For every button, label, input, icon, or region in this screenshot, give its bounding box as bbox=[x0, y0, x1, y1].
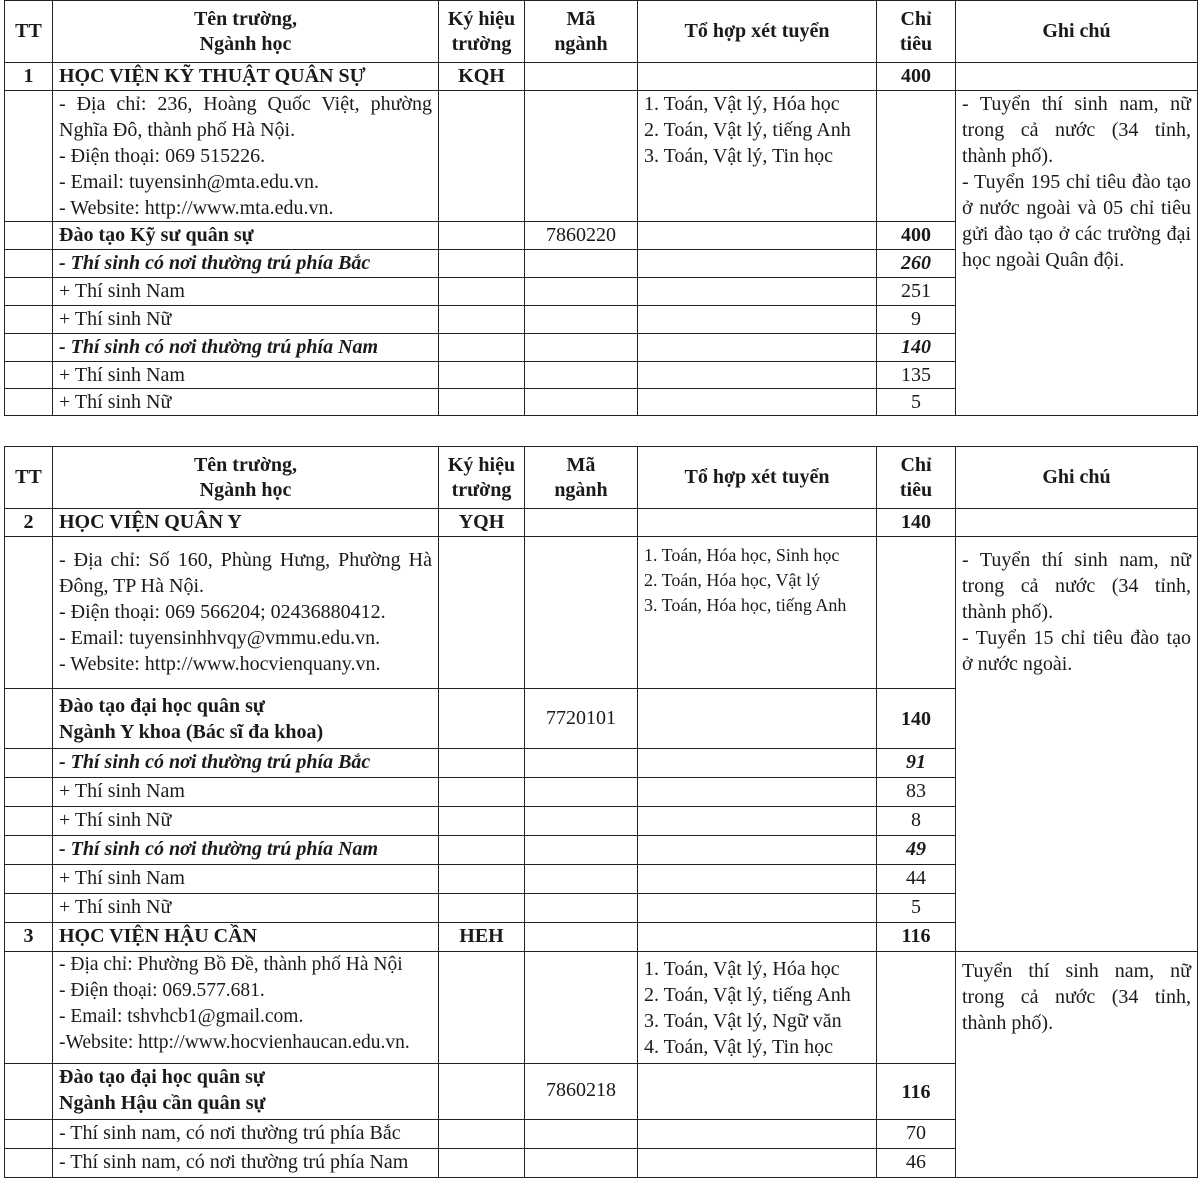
header-row bbox=[5, 447, 1198, 509]
school-row bbox=[5, 509, 1198, 537]
school-info-row bbox=[5, 537, 1198, 689]
school-total: 140 bbox=[877, 509, 956, 537]
school-tt: 2 bbox=[5, 509, 53, 537]
header-school-name: Tên trường, Ngành học bbox=[53, 1, 439, 63]
website: - Website: http://www.hocvienquany.vn. bbox=[59, 653, 381, 675]
admission-table-2 bbox=[4, 446, 1198, 1178]
quota-row: + Thí sinh Nam 44 bbox=[5, 865, 1198, 894]
program-code: 7860218 bbox=[525, 1064, 638, 1120]
quota-row: + Thí sinh Nữ 5 bbox=[5, 389, 1198, 416]
website: -Website: http://www.hocvienhaucan.edu.vn. bbox=[59, 1032, 410, 1053]
header-major-code: Mã ngành bbox=[525, 447, 638, 509]
school-tt: 3 bbox=[5, 923, 53, 952]
quota-row: + Thí sinh Nữ 9 bbox=[5, 306, 1198, 334]
school-contact-info bbox=[53, 952, 439, 1064]
program-total: 400 bbox=[877, 222, 956, 250]
school-name: HỌC VIỆN HẬU CẦN bbox=[53, 923, 439, 952]
quota-row: + Thí sinh Nữ 5 bbox=[5, 894, 1198, 923]
program-name: Đào tạo đại học quân sự Ngành Y khoa (Bác sĩ đa khoa) bbox=[53, 689, 439, 749]
quota-row: - Thí sinh có nơi thường trú phía Nam 49 bbox=[5, 836, 1198, 865]
program-total: 140 bbox=[877, 689, 956, 749]
header-tt: TT bbox=[5, 1, 53, 63]
header-tt: TT bbox=[5, 447, 53, 509]
address: - Địa chỉ: 236, Hoàng Quốc Việt, phường Nghĩa Đô, thành phố Hà Nội. bbox=[59, 93, 432, 141]
school-contact-info bbox=[53, 537, 439, 689]
school-notes: - Tuyển thí sinh nam, nữ trong cả nước (34 tỉnh, thành phố). - Tuyển 195 chỉ tiêu đào tạo ở nước ngoài và 05 chỉ tiêu gửi đào tạo ở các trường đại học ngoài Quân đội. bbox=[956, 91, 1198, 416]
email: - Email: tuyensinh@mta.edu.vn. bbox=[59, 171, 320, 193]
program-total: 116 bbox=[877, 1064, 956, 1120]
address: - Địa chỉ: Số 160, Phùng Hưng, Phường Hà Đông, TP Hà Nội. bbox=[59, 549, 432, 597]
address: - Địa chỉ: Phường Bồ Đề, thành phố Hà Nội bbox=[59, 954, 403, 975]
header-notes: Ghi chú bbox=[956, 447, 1198, 509]
school-contact-info bbox=[53, 91, 439, 222]
header-quota: Chỉ tiêu bbox=[877, 447, 956, 509]
header-school-code: Ký hiệu trường bbox=[439, 447, 525, 509]
quota-row: - Thí sinh có nơi thường trú phía Nam 140 bbox=[5, 334, 1198, 362]
subject-combos: 1. Toán, Vật lý, Hóa học 2. Toán, Vật lý, tiếng Anh 3. Toán, Vật lý, Tin học bbox=[638, 91, 877, 222]
subject-combos: 1. Toán, Vật lý, Hóa học 2. Toán, Vật lý, tiếng Anh 3. Toán, Vật lý, Ngữ văn 4. Toán, Vật lý, Tin học bbox=[638, 952, 877, 1064]
school-notes: - Tuyển thí sinh nam, nữ trong cả nước (34 tỉnh, thành phố). - Tuyển 15 chỉ tiêu đào tạo ở nước ngoài. bbox=[956, 537, 1198, 952]
school-row bbox=[5, 63, 1198, 91]
website: - Website: http://www.mta.edu.vn. bbox=[59, 197, 334, 219]
email: - Email: tuyensinhhvqy@vmmu.edu.vn. bbox=[59, 627, 381, 649]
header-row bbox=[5, 1, 1198, 63]
school-notes: Tuyển thí sinh nam, nữ trong cả nước (34 tỉnh, thành phố). bbox=[956, 952, 1198, 1178]
quota-row: - Thí sinh nam, có nơi thường trú phía Bắc 70 bbox=[5, 1120, 1198, 1149]
program-name: Đào tạo đại học quân sự Ngành Hậu cần quân sự bbox=[53, 1064, 439, 1120]
school-info-row bbox=[5, 91, 1198, 222]
program-name: Đào tạo Kỹ sư quân sự bbox=[53, 222, 439, 250]
phone: - Điện thoại: 069.577.681. bbox=[59, 980, 265, 1001]
school-name: HỌC VIỆN KỸ THUẬT QUÂN SỰ bbox=[53, 63, 439, 91]
header-major-code: Mã ngành bbox=[525, 1, 638, 63]
program-code: 7860220 bbox=[525, 222, 638, 250]
quota-row: - Thí sinh có nơi thường trú phía Bắc 260 bbox=[5, 250, 1198, 278]
school-total: 400 bbox=[877, 63, 956, 91]
header-school-code: Ký hiệu trường bbox=[439, 1, 525, 63]
phone: - Điện thoại: 069 566204; 02436880412. bbox=[59, 601, 386, 623]
school-code: HEH bbox=[439, 923, 525, 952]
header-quota: Chỉ tiêu bbox=[877, 1, 956, 63]
school-code: KQH bbox=[439, 63, 525, 91]
school-code: YQH bbox=[439, 509, 525, 537]
quota-row: + Thí sinh Nữ 8 bbox=[5, 807, 1198, 836]
quota-row: - Thí sinh có nơi thường trú phía Bắc 91 bbox=[5, 749, 1198, 778]
header-subject-combos: Tổ hợp xét tuyển bbox=[638, 447, 877, 509]
quota-row: + Thí sinh Nam 83 bbox=[5, 778, 1198, 807]
header-notes: Ghi chú bbox=[956, 1, 1198, 63]
header-subject-combos: Tổ hợp xét tuyển bbox=[638, 1, 877, 63]
quota-row: + Thí sinh Nam 251 bbox=[5, 278, 1198, 306]
school-name: HỌC VIỆN QUÂN Y bbox=[53, 509, 439, 537]
subject-combos: 1. Toán, Hóa học, Sinh học 2. Toán, Hóa học, Vật lý 3. Toán, Hóa học, tiếng Anh bbox=[638, 537, 877, 689]
school-info-row bbox=[5, 952, 1198, 1064]
phone: - Điện thoại: 069 515226. bbox=[59, 145, 266, 167]
admission-table-1 bbox=[4, 0, 1198, 416]
quota-row: - Thí sinh nam, có nơi thường trú phía Nam 46 bbox=[5, 1149, 1198, 1178]
header-school-name: Tên trường, Ngành học bbox=[53, 447, 439, 509]
program-code: 7720101 bbox=[525, 689, 638, 749]
school-tt: 1 bbox=[5, 63, 53, 91]
quota-row: + Thí sinh Nam 135 bbox=[5, 362, 1198, 389]
school-total: 116 bbox=[877, 923, 956, 952]
email: - Email: tshvhcb1@gmail.com. bbox=[59, 1006, 304, 1027]
